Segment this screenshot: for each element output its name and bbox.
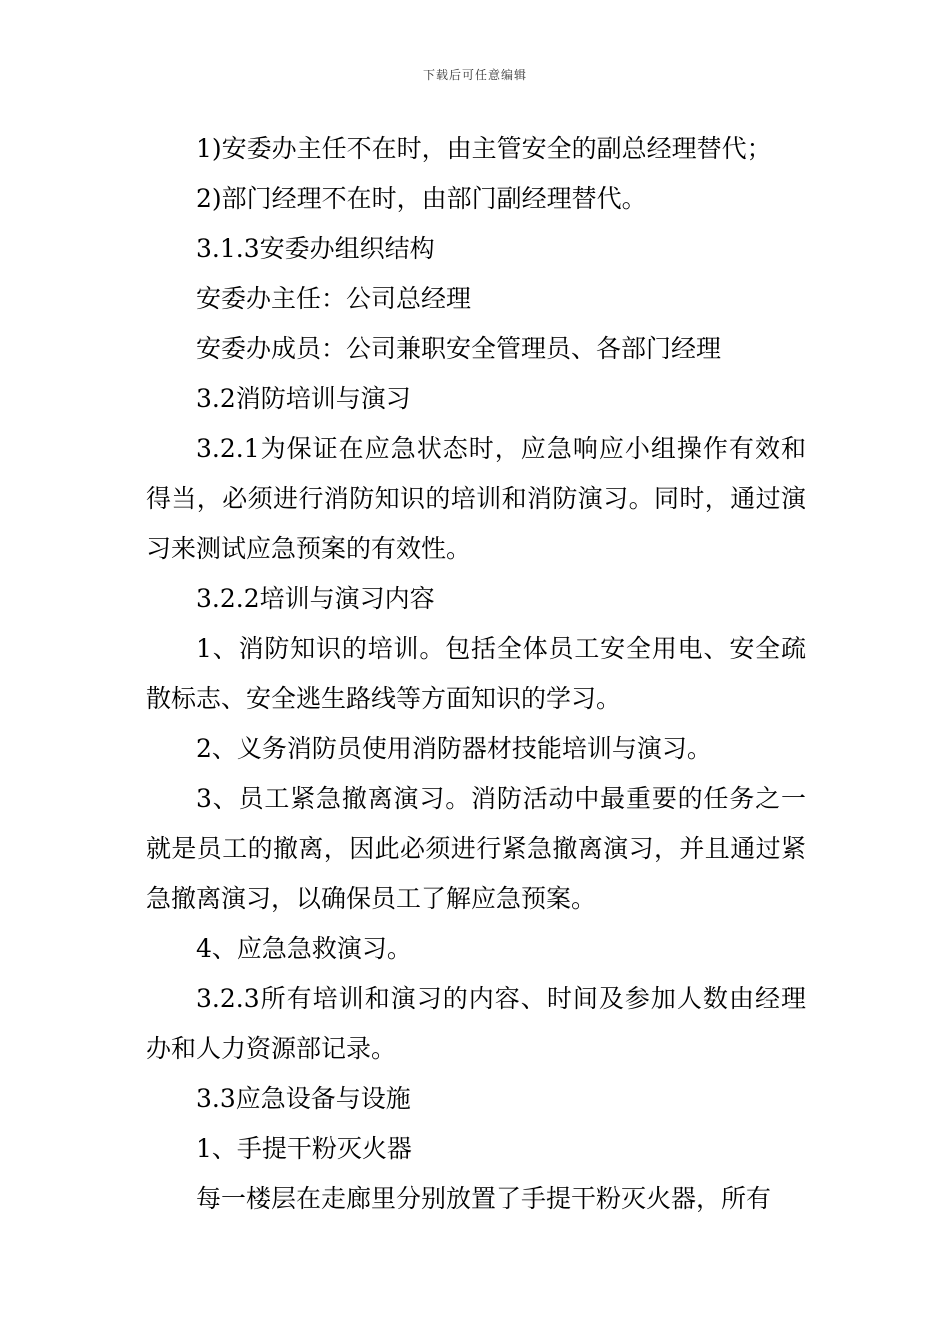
list-item-evacuation-drill: 3、员工紧急撤离演习。消防活动中最重要的任务之一就是员工的撤离，因此必须进行紧急撤离演习，并且通过紧急撤离演习，以确保员工了解应急预案。: [146, 784, 806, 913]
section-heading-3-3: 3.3应急设备与设施: [196, 1084, 411, 1113]
list-item-fire-knowledge: 1、消防知识的培训。包括全体员工安全用电、安全疏散标志、安全逃生路线等方面知识的学习。: [146, 634, 806, 713]
section-heading-3-2-2: 3.2.2培训与演习内容: [196, 584, 435, 613]
paragraph-office-director: 安委办主任：公司总经理: [196, 284, 472, 313]
paragraph-extinguisher-placement: 每一楼层在走廊里分别放置了手提干粉灭火器，所有: [196, 1184, 772, 1213]
section-heading-3-1-3: 3.1.3安委办组织结构: [196, 234, 435, 263]
paragraph-3-2-1: 3.2.1为保证在应急状态时，应急响应小组操作有效和得当，必须进行消防知识的培训和消防演习。同时，通过演习来测试应急预案的有效性。: [146, 434, 806, 563]
paragraph-3-2-3: 3.2.3所有培训和演习的内容、时间及参加人数由经理办和人力资源部记录。: [146, 984, 806, 1063]
list-item-first-aid-drill: 4、应急急救演习。: [196, 934, 412, 963]
section-heading-3-2: 3.2消防培训与演习: [196, 384, 411, 413]
list-item-volunteer-training: 2、义务消防员使用消防器材技能培训与演习。: [196, 734, 712, 763]
paragraph-office-members: 安委办成员：公司兼职安全管理员、各部门经理: [196, 334, 722, 363]
paragraph-substitute-manager: 2)部门经理不在时，由部门副经理替代。: [196, 184, 647, 213]
page-header-note: 下载后可任意编辑: [422, 68, 527, 82]
paragraph-substitute-director: 1)安委办主任不在时，由主管安全的副总经理替代；: [196, 134, 772, 163]
document-body: [146, 124, 806, 1224]
list-item-extinguisher: 1、手提干粉灭火器: [196, 1134, 412, 1163]
